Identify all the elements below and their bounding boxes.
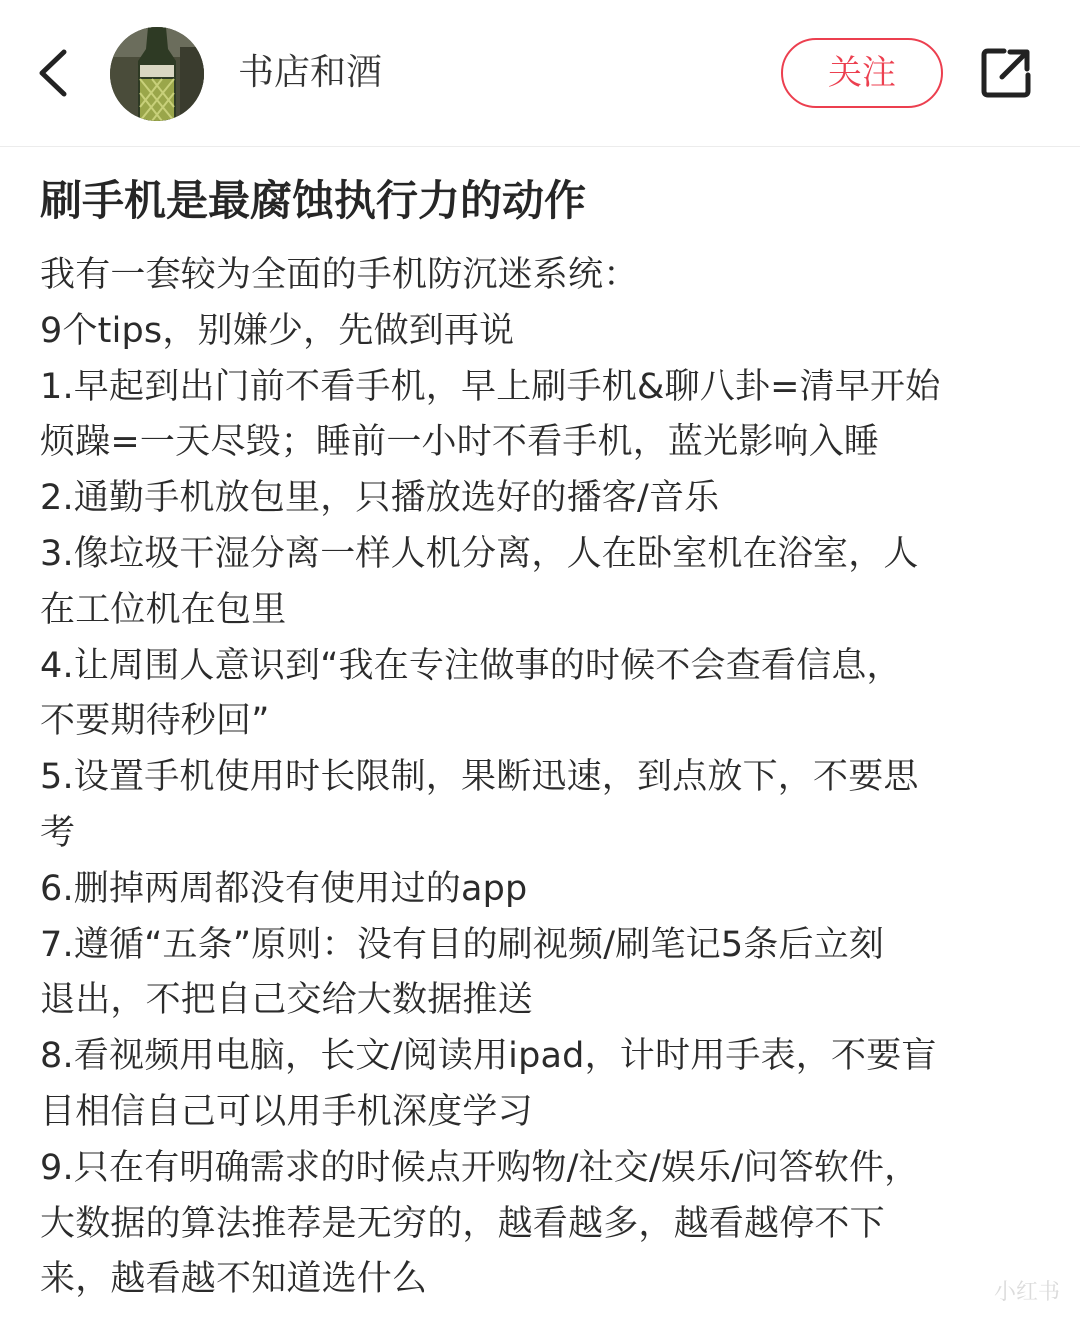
post-body-line: 2.通勤手机放包里，只播放选好的播客/音乐 <box>40 478 720 519</box>
post-body-line: 来，越看越不知道选什么 <box>40 1259 428 1300</box>
share-button[interactable] <box>978 45 1034 101</box>
post-body-line: 8.看视频用电脑，长文/阅读用ipad，计时用手表，不要盲 <box>40 1036 937 1077</box>
back-button[interactable] <box>28 38 84 108</box>
post-body-line: 在工位机在包里 <box>40 589 287 630</box>
avatar-image <box>110 27 204 121</box>
chevron-left-icon <box>28 38 84 108</box>
post-body-line: 9.只在有明确需求的时候点开购物/社交/娱乐/问答软件， <box>40 1147 920 1188</box>
avatar[interactable] <box>110 27 204 121</box>
post-body-line: 7.遵循“五条”原则：没有目的刷视频/刷笔记5条后立刻 <box>40 924 885 965</box>
top-bar <box>0 0 1080 147</box>
post-body-line: 3.像垃圾干湿分离一样人机分离，人在卧室机在浴室，人 <box>40 533 919 574</box>
post-body <box>40 248 1040 1308</box>
post-body-line: 5.设置手机使用时长限制，果断迅速，到点放下，不要思 <box>40 757 919 798</box>
post-body-line: 不要期待秒回” <box>40 701 270 742</box>
author-name[interactable]: 书店和酒 <box>238 52 383 93</box>
post-body-line: 烦躁=一天尽毁；睡前一小时不看手机，蓝光影响入睡 <box>40 422 880 463</box>
follow-button[interactable]: 关注 <box>781 38 943 108</box>
post-body-line: 目相信自己可以用手机深度学习 <box>40 1091 533 1132</box>
post-body-line: 大数据的算法推荐是无穷的，越看越多，越看越停不下 <box>40 1203 885 1244</box>
post-body-line: 6.删掉两周都没有使用过的app <box>40 868 528 909</box>
share-icon <box>978 45 1034 101</box>
post-body-line: 我有一套较为全面的手机防沉迷系统： <box>40 255 639 295</box>
post-body-line: 4.让周围人意识到“我在专注做事的时候不会查看信息， <box>40 645 902 686</box>
post-body-line: 退出，不把自己交给大数据推送 <box>40 980 533 1021</box>
post-body-line: 9个tips，别嫌少，先做到再说 <box>40 310 515 351</box>
post-title: 刷手机是最腐蚀执行力的动作 <box>40 176 587 225</box>
watermark: 小红书 <box>993 1280 1060 1305</box>
post-body-line: 考 <box>40 812 76 853</box>
post-body-line: 1.早起到出门前不看手机，早上刷手机&聊八卦=清早开始 <box>40 366 941 407</box>
